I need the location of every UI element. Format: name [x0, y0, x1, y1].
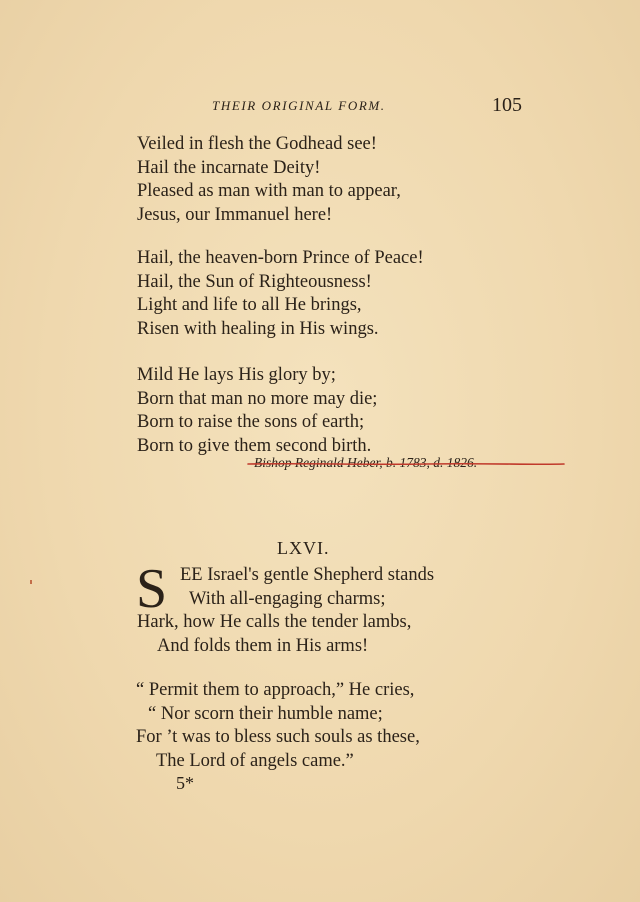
verse-line: Jesus, our Immanuel here!	[137, 204, 333, 225]
hymn-number: LXVI.	[277, 538, 330, 558]
author-attribution: Bishop Reginald Heber, b. 1783, d. 1826.	[254, 455, 478, 470]
signature-mark: 5*	[176, 773, 194, 793]
running-head: THEIR ORIGINAL FORM.	[212, 98, 386, 113]
stanza-3	[137, 364, 377, 458]
verse-line: And folds them in His arms!	[157, 635, 369, 656]
hymn-stanza-1	[137, 564, 434, 658]
page-number: 105	[492, 94, 522, 116]
verse-line: Pleased as man with man to appear,	[137, 181, 401, 201]
red-strikethrough-mark	[246, 461, 566, 467]
verse-line: EE Israel's gentle Shepherd stands	[180, 565, 435, 585]
verse-line: Hark, how He calls the tender lambs,	[137, 612, 412, 632]
ink-speck	[30, 580, 32, 584]
verse-line: Light and life to all He brings,	[137, 295, 362, 315]
verse-line: Hail, the Sun of Righteousness!	[137, 271, 372, 292]
verse-line: The Lord of angels came.”	[156, 750, 354, 771]
hymn-stanza-2	[136, 679, 420, 773]
verse-line: Born to raise the sons of earth;	[137, 412, 365, 432]
stanza-2	[137, 247, 424, 341]
verse-line: For ’t was to bless such souls as these,	[136, 727, 420, 747]
verse-line: Hail the incarnate Deity!	[137, 157, 321, 178]
verse-line: Risen with healing in His wings.	[137, 318, 379, 339]
verse-line: Hail, the heaven-born Prince of Peace!	[137, 248, 424, 268]
verse-line: Veiled in flesh the Godhead see!	[137, 134, 377, 154]
verse-line: Mild He lays His glory by;	[137, 365, 336, 385]
drop-cap: S	[136, 558, 168, 620]
verse-line: Born that man no more may die;	[137, 388, 378, 409]
verse-line: With all-engaging charms;	[189, 588, 386, 609]
stanza-1	[137, 133, 401, 227]
verse-line: Born to give them second birth.	[137, 435, 372, 456]
verse-line: “ Permit them to approach,” He cries,	[136, 680, 415, 700]
verse-line: “ Nor scorn their humble name;	[148, 703, 383, 724]
